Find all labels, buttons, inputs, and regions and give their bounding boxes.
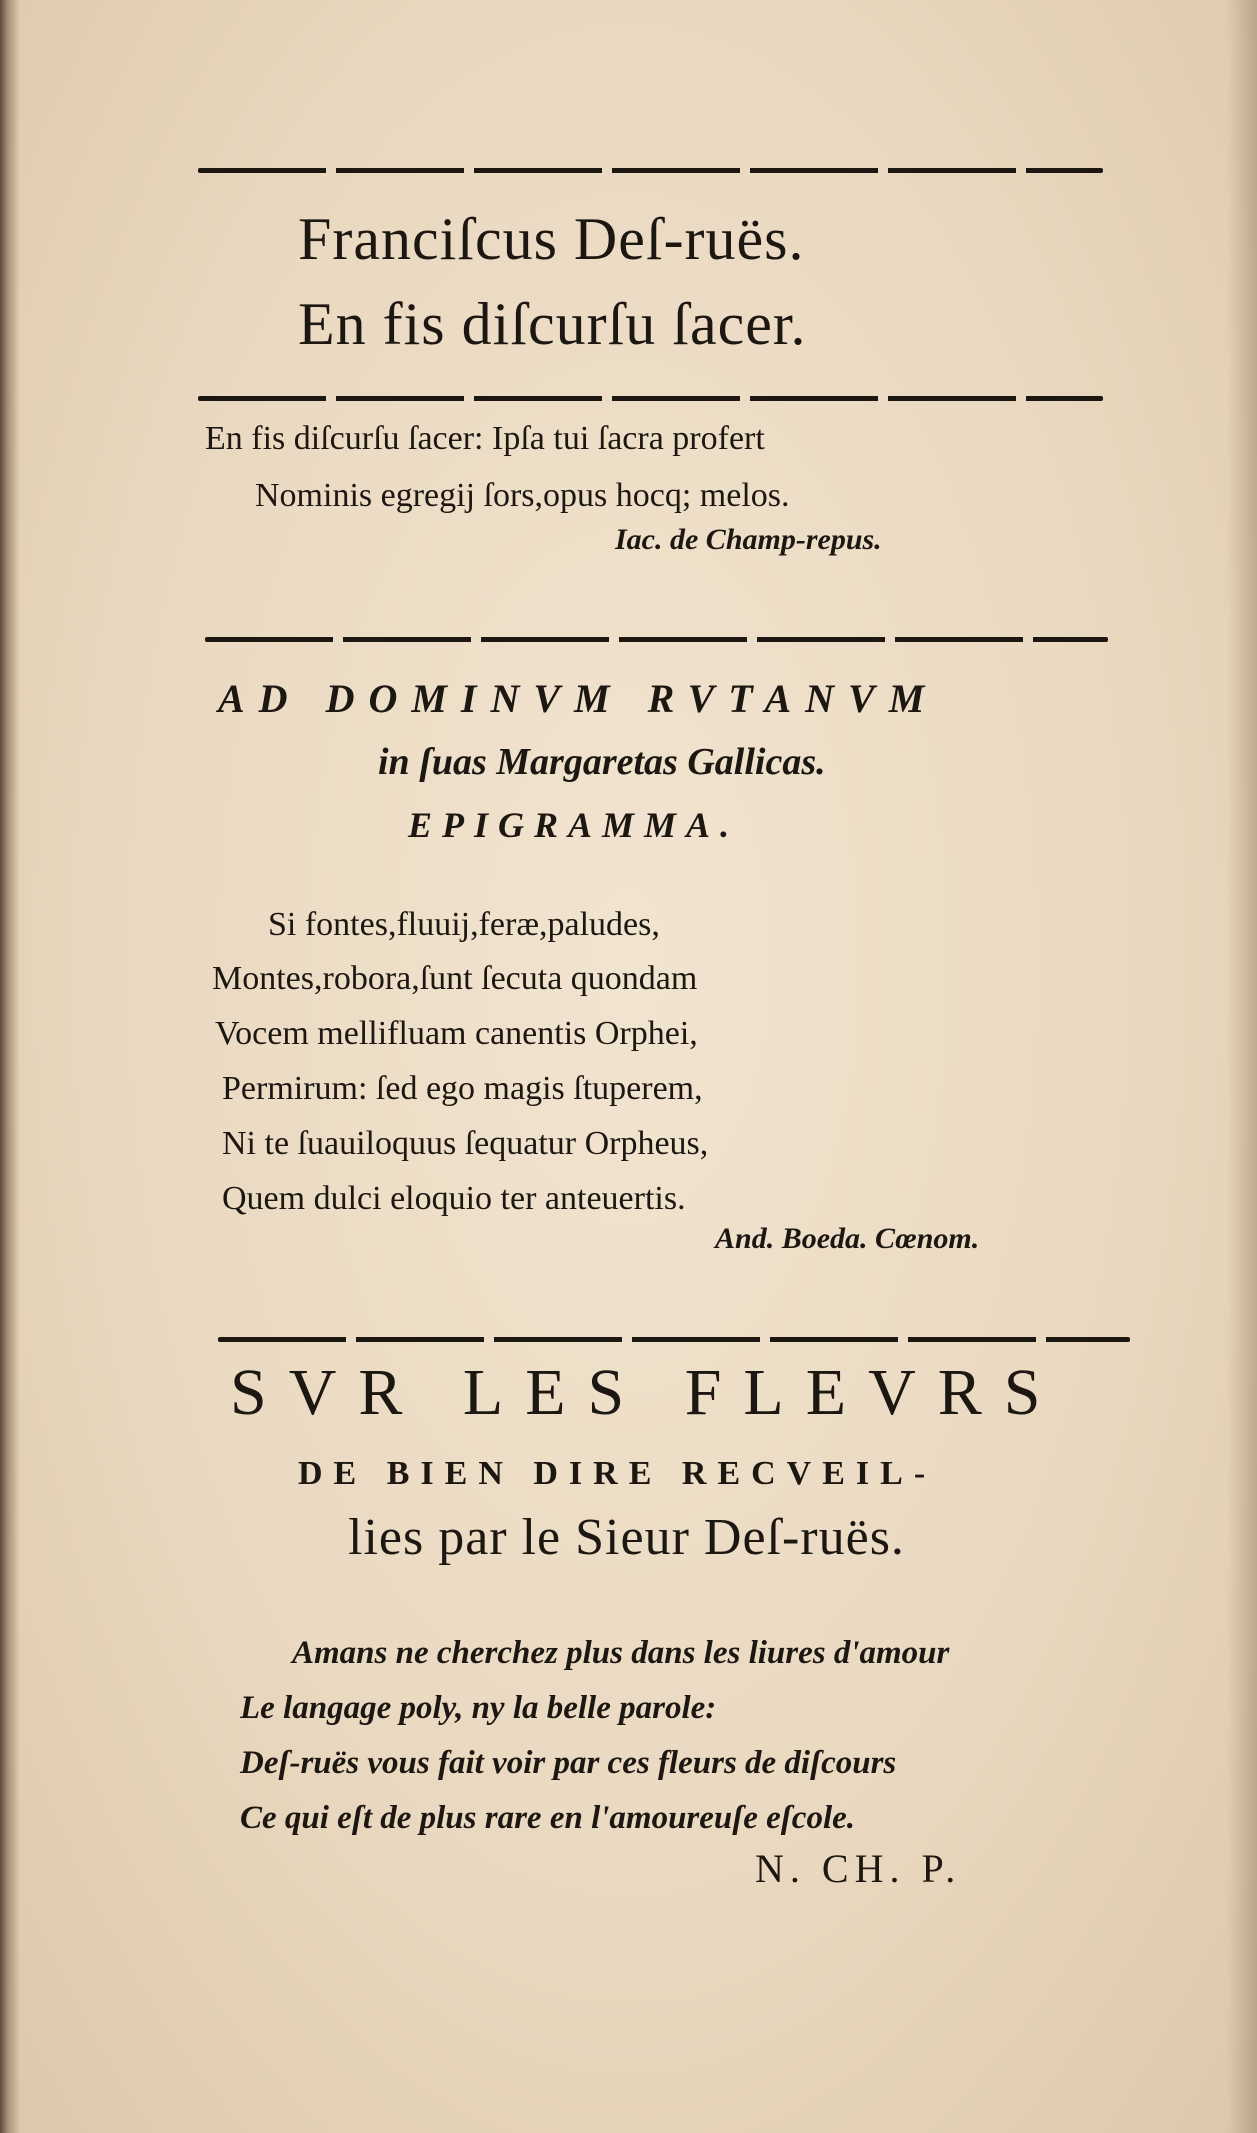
section2-verse-line: Vocem mellifluam canentis Orphei,: [215, 1015, 698, 1052]
section1-title-line1: Franciſcus Deſ-ruës.: [298, 206, 805, 272]
ornamental-rule: [218, 1337, 1130, 1342]
page-gutter-shadow: [0, 0, 20, 2133]
section2-verse-line: Quem dulci eloquio ter anteuertis.: [222, 1180, 686, 1217]
ornamental-rule: [205, 637, 1108, 642]
section2-signature: And. Boeda. Cœnom.: [715, 1222, 980, 1255]
section3-verse-line: Le langage poly, ny la belle parole:: [240, 1690, 717, 1726]
section1-verse-line: Nominis egregij ſors,opus hocq; melos.: [255, 477, 790, 514]
section3-verse-line: Amans ne cherchez plus dans les liures d'amour: [292, 1635, 950, 1671]
section3-verse-line: Deſ-ruës vous fait voir par ces fleurs de diſcours: [240, 1745, 897, 1781]
section2-subheading: in ſuas Margaretas Gallicas.: [378, 741, 826, 783]
section2-label: EPIGRAMMA.: [408, 805, 740, 845]
section3-verse-line: Ce qui eſt de plus rare en l'amoureuſe eſcole.: [240, 1800, 856, 1836]
section2-verse-line: Si fontes,fluuij,feræ,paludes,: [268, 906, 660, 943]
ornamental-rule: [198, 396, 1103, 401]
section1-title-line2: En fis diſcurſu ſacer.: [298, 291, 807, 357]
section2-heading: AD DOMINVM RVTANVM: [218, 676, 939, 721]
section1-signature: Iac. de Champ-repus.: [615, 523, 882, 556]
page-edge-shadow: [1227, 0, 1257, 2133]
section3-subheading-continued: lies par le Sieur Deſ-ruës.: [348, 1509, 905, 1566]
section2-verse-line: Ni te ſuauiloquus ſequatur Orpheus,: [222, 1125, 709, 1162]
section2-verse-line: Permirum: ſed ego magis ſtuperem,: [222, 1070, 703, 1107]
ornamental-rule: [198, 168, 1103, 173]
section3-signature: N. CH. P.: [755, 1846, 962, 1891]
section2-verse-line: Montes,robora,ſunt ſecuta quondam: [212, 960, 698, 997]
section1-verse-line: En fis diſcurſu ſacer: Ipſa tui ſacra profert: [205, 420, 765, 457]
section3-subheading: DE BIEN DIRE RECVEIL-: [298, 1455, 937, 1492]
section3-heading: SVR LES FLEVRS: [230, 1356, 1063, 1429]
